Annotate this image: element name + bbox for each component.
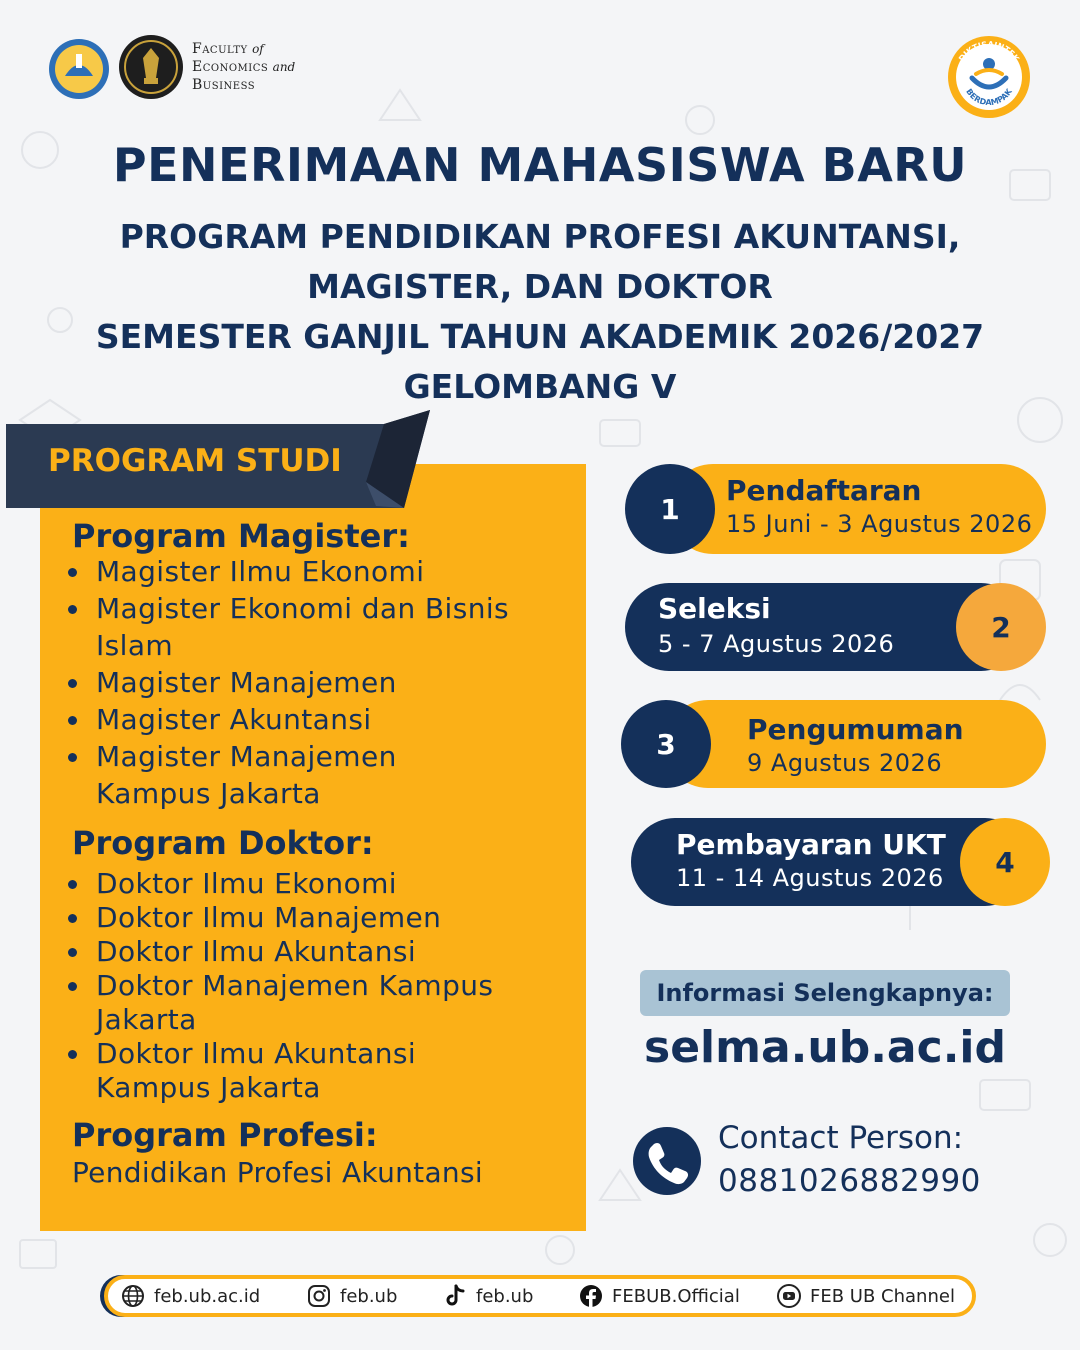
footer-instagram-text: feb.ub [340,1285,398,1307]
dikti-text-top: DIKTISAINTEK [957,39,1021,64]
subtitle-line-1: PROGRAM PENDIDIKAN PROFESI AKUNTANSI, [119,217,961,256]
page-title: PENERIMAAN MAHASISWA BARU [112,138,968,192]
timeline-number-1: 1 [625,464,715,554]
phone-icon [632,1126,702,1196]
footer-website-text: feb.ub.ac.id [154,1285,261,1307]
facebook-icon [578,1283,604,1309]
doktor-list [66,867,566,1105]
footer-facebook-text: FEBUB.Official [612,1285,740,1307]
timeline-number-4: 4 [960,818,1050,906]
diktisaintek-logo [946,34,1032,120]
faculty-line2: Economics [192,59,269,75]
instagram-icon [306,1283,332,1309]
faculty-line1: Faculty [192,41,248,57]
list-item: Magister Akuntansi [66,701,566,738]
timeline-number-3: 3 [621,700,711,788]
globe-icon [120,1283,146,1309]
subtitle-line-4: GELOMBANG V [403,367,677,406]
timeline-title-1: Pendaftaran [726,474,922,507]
list-item: Doktor Ilmu Manajemen [66,901,566,935]
footer-item-instagram[interactable] [306,1283,397,1309]
page-subtitle [0,212,1080,412]
timeline-title-3: Pengumuman [747,713,964,746]
timeline-title-4: Pembayaran UKT [676,828,946,861]
footer-item-youtube[interactable] [776,1283,955,1309]
list-item: Magister Ilmu Ekonomi [66,553,566,590]
timeline-date-2: 5 - 7 Agustus 2026 [658,630,895,658]
kemdikbud-logo [48,38,110,100]
list-item: Doktor Ilmu Akuntansi [66,935,566,969]
profesi-item: Pendidikan Profesi Akuntansi [72,1156,483,1189]
program-studi-label: PROGRAM STUDI [48,443,342,479]
footer-item-website[interactable] [120,1283,260,1309]
magister-list [66,553,566,812]
website-link[interactable]: selma.ub.ac.id [644,1022,1006,1073]
footer-item-tiktok[interactable] [442,1283,533,1309]
footer-item-facebook[interactable] [578,1283,740,1309]
faculty-name [192,40,352,94]
youtube-icon [776,1283,802,1309]
list-item: Magister Ekonomi dan Bisnis Islam [66,590,536,664]
faculty-of: of [252,42,264,56]
list-item: Doktor Ilmu Ekonomi [66,867,566,901]
contact-label: Contact Person: [718,1120,964,1156]
doktor-heading: Program Doktor: [72,824,374,862]
list-item: Doktor Manajemen Kampus Jakarta [66,969,546,1037]
tiktok-icon [442,1283,468,1309]
profesi-heading: Program Profesi: [72,1116,378,1154]
contact-number[interactable]: 0881026882990 [718,1163,981,1199]
timeline-date-4: 11 - 14 Agustus 2026 [676,864,944,892]
subtitle-line-3: SEMESTER GANJIL TAHUN AKADEMIK 2026/2027 [95,317,985,356]
faculty-and: and [272,60,296,74]
ub-logo [118,34,184,100]
timeline-title-2: Seleksi [658,592,771,625]
timeline-date-3: 9 Agustus 2026 [747,749,943,777]
magister-heading: Program Magister: [72,517,410,555]
dikti-text-bottom: BERDAMPAK [964,87,1014,108]
timeline-number-2: 2 [956,583,1046,671]
list-item: Magister Manajemen Kampus Jakarta [66,738,456,812]
faculty-line3: Business [192,77,256,93]
info-label-box: Informasi Selengkapnya: [640,970,1010,1016]
footer-tiktok-text: feb.ub [476,1285,534,1307]
footer-youtube-text: FEB UB Channel [810,1285,955,1307]
subtitle-line-2: MAGISTER, DAN DOKTOR [307,267,773,306]
list-item: Doktor Ilmu Akuntansi Kampus Jakarta [66,1037,466,1105]
list-item: Magister Manajemen [66,664,566,701]
timeline-date-1: 15 Juni - 3 Agustus 2026 [726,510,1033,538]
